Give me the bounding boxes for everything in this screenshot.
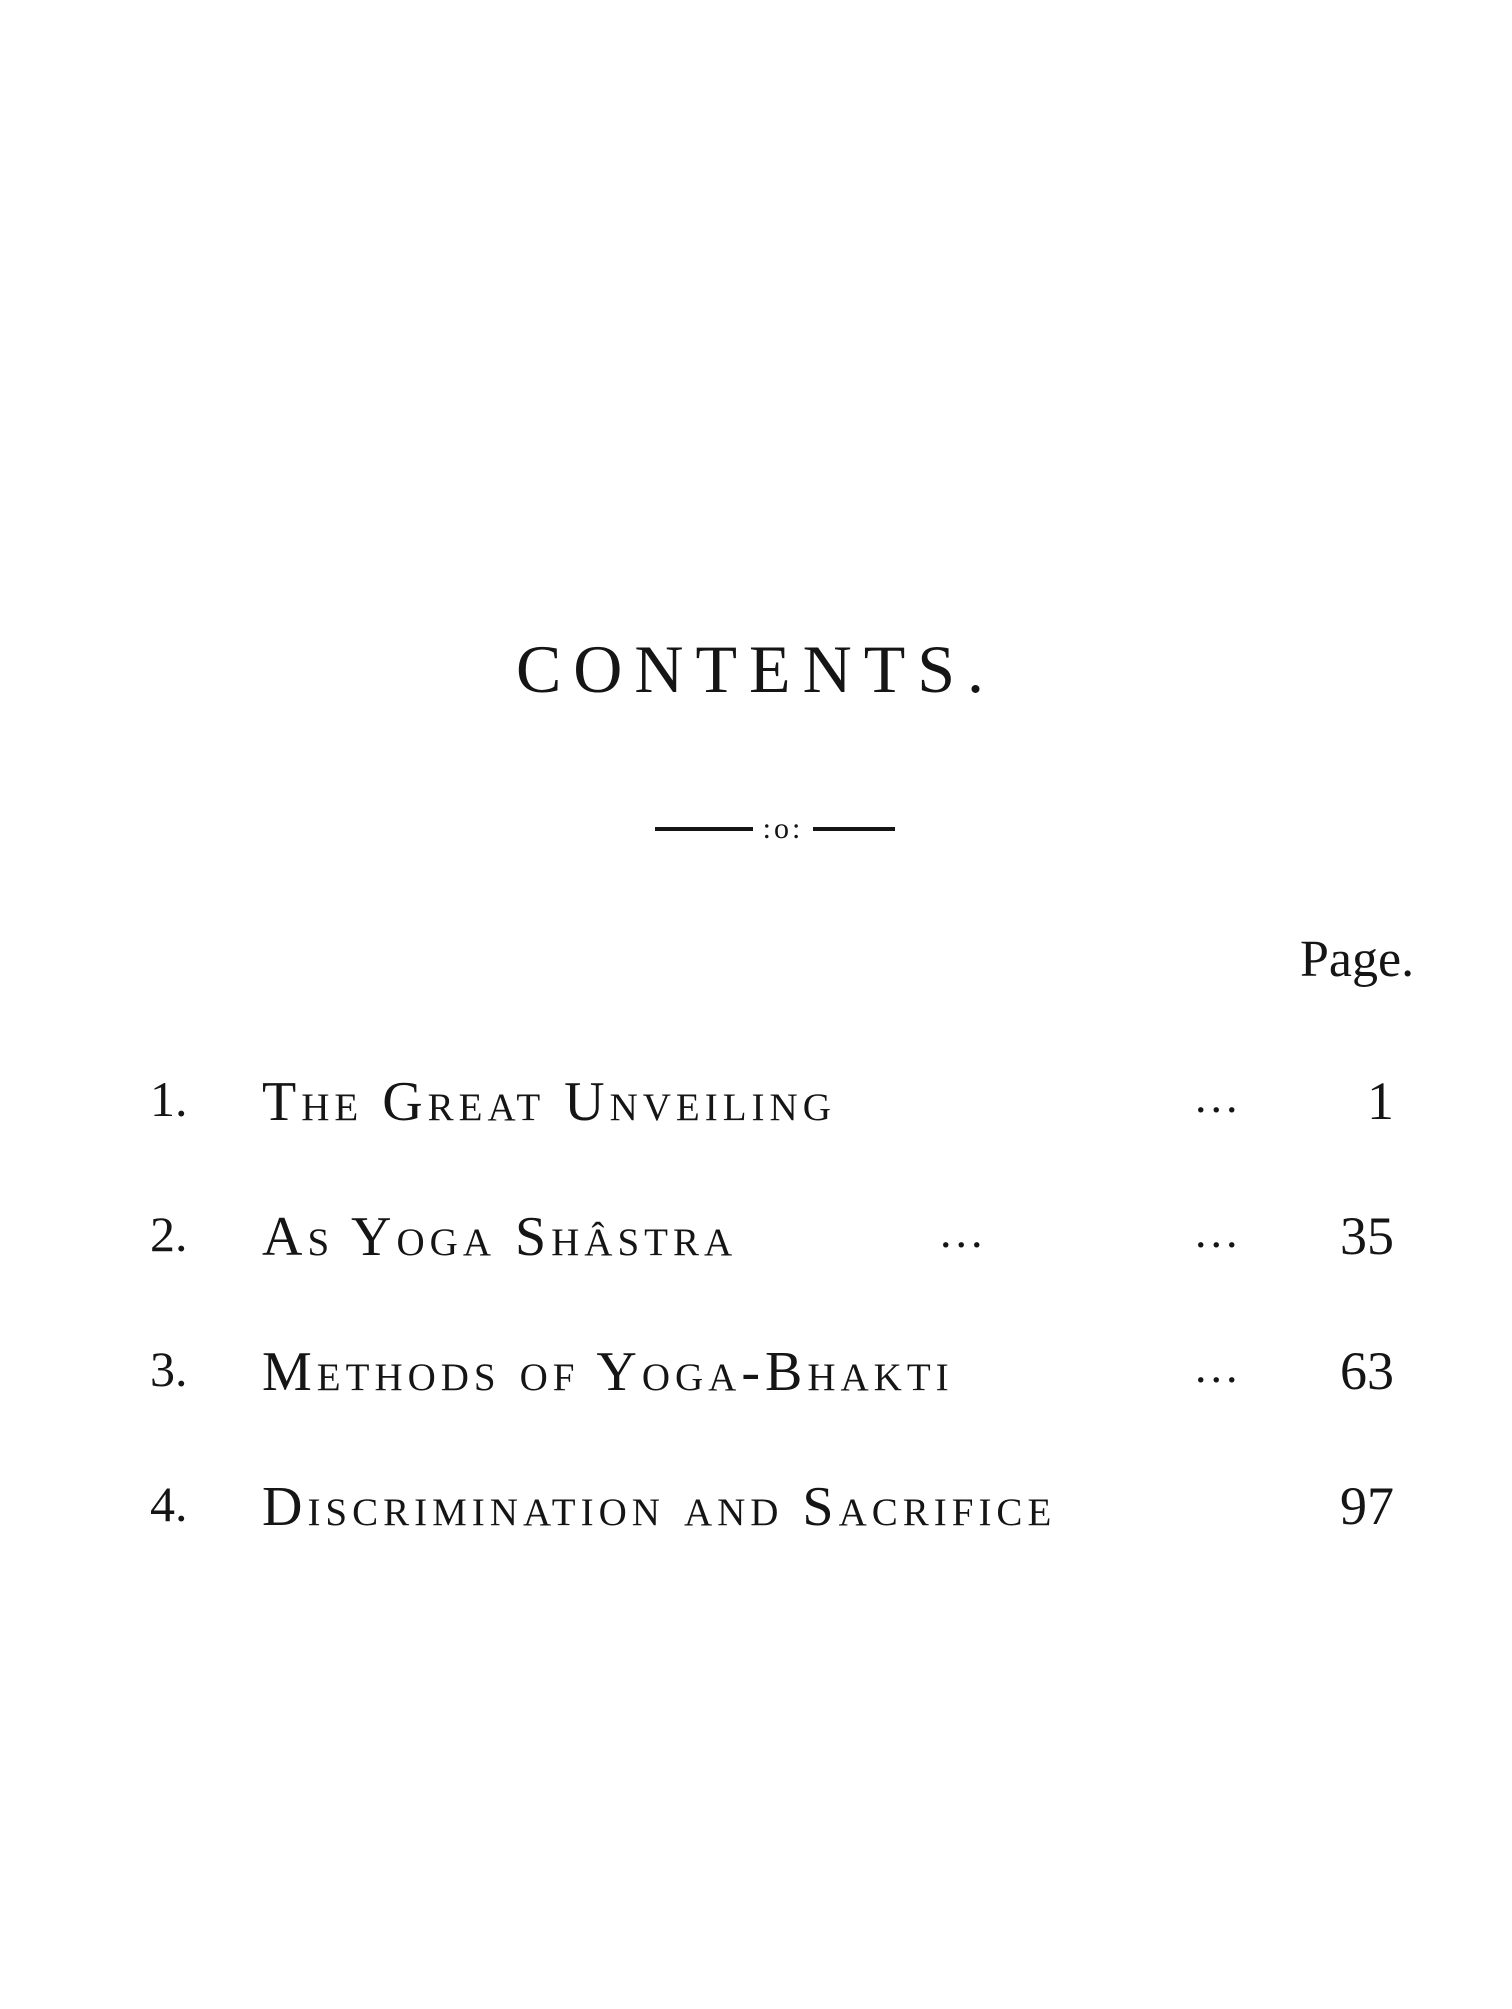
toc-entry-page: 1	[1367, 1071, 1394, 1131]
divider-rule-right	[813, 827, 895, 831]
toc-entry-page: 97	[1340, 1476, 1394, 1536]
toc-entry-3[interactable]	[0, 1340, 1512, 1420]
toc-entry-1[interactable]	[0, 1070, 1512, 1150]
toc-entry-leader: ...	[1195, 1071, 1242, 1122]
divider-rule-left	[655, 827, 753, 831]
toc-entry-number: 3.	[150, 1341, 188, 1397]
toc-entry-leader: ...	[1195, 1341, 1242, 1392]
toc-entry-title: Methods of Yoga-Bhakti	[262, 1341, 954, 1403]
toc-entry-2[interactable]	[0, 1205, 1512, 1285]
toc-entry-4[interactable]	[0, 1475, 1512, 1555]
toc-entry-leader: ...	[1195, 1206, 1242, 1257]
ornamental-divider	[620, 814, 930, 844]
divider-mark: :o:	[762, 812, 804, 845]
toc-entry-title: As Yoga Shâstra	[262, 1206, 738, 1268]
toc-entry-number: 1.	[150, 1071, 188, 1127]
toc-entry-title: Discrimination and Sacrifice	[262, 1476, 1057, 1538]
toc-entry-number: 2.	[150, 1206, 188, 1262]
toc-entry-leader-mid: ...	[940, 1206, 987, 1257]
toc-entry-page: 35	[1340, 1206, 1394, 1266]
page-title: CONTENTS.	[515, 631, 997, 707]
toc-entry-title: The Great Unveiling	[262, 1071, 836, 1133]
page-column-label: Page.	[1300, 931, 1415, 988]
toc-entry-number: 4.	[150, 1476, 188, 1532]
toc-entry-page: 63	[1340, 1341, 1394, 1401]
